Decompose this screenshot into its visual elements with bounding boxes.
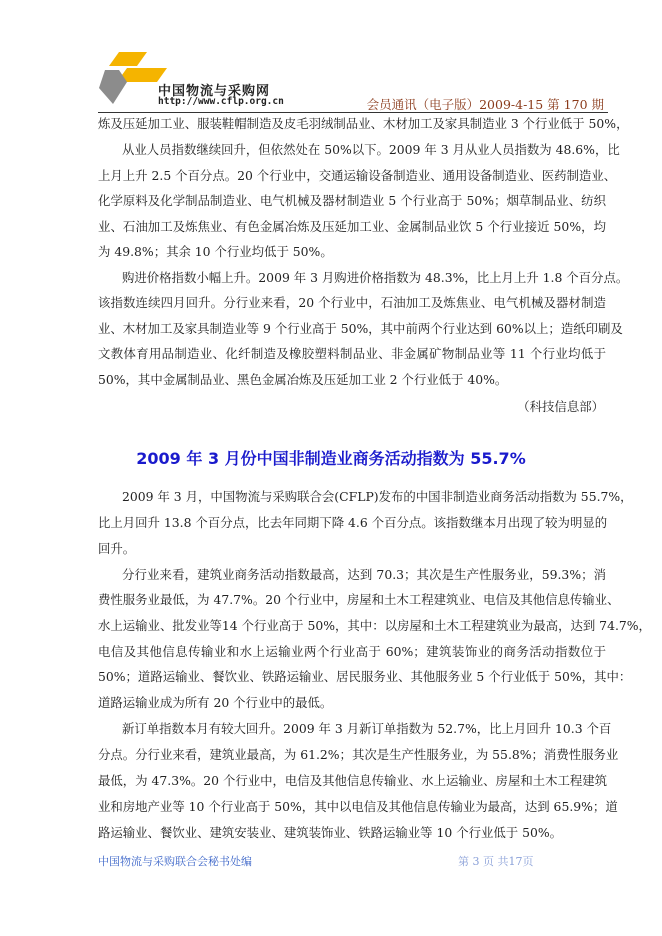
text-line: 购进价格指数小幅上升。2009 年 3 月购进价格指数为 48.3%，比上月上升 1.8 个百分点。 — [122, 270, 629, 285]
issue-info: 会员通讯（电子版）2009-4-15 第 170 期 — [366, 97, 604, 112]
text-line: 道路运输业成为所有 20 个行业中的最低。 — [98, 695, 333, 710]
text-line: 2009 年 3 月，中国物流与采购联合会(CFLP)发布的中国非制造业商务活动指数为 55.7%， — [122, 489, 633, 504]
footer-publisher: 中国物流与采购联合会秘书处编 — [98, 855, 252, 868]
text-line: 业、木材加工及家具制造业等 9 个行业高于 50%，其中前两个行业达到 60%以上；造纸印刷及 — [98, 321, 623, 336]
site-url: http://www.cflp.org.cn — [158, 96, 284, 107]
article-title: 2009 年 3 月份中国非制造业商务活动指数为 55.7% — [136, 449, 526, 468]
text-line: 费性服务业最低，为 47.7%。20 个行业中，房屋和土木工程建筑业、电信及其他信息传输业、 — [98, 592, 620, 607]
footer-page-number: 第 3 页 共17页 — [458, 855, 534, 868]
header-divider — [98, 112, 608, 113]
text-line: 业和房地产业等 10 个行业高于 50%，其中以电信及其他信息传输业为最高，达到 65.9%；道 — [98, 799, 618, 814]
text-line: 该指数连续四月回升。分行业来看，20 个行业中，石油加工及炼焦业、电气机械及器材制造 — [98, 295, 606, 310]
cflp-logo-icon — [97, 52, 167, 107]
text-line: 最低，为 47.3%。20 个行业中，电信及其他信息传输业、水上运输业、房屋和土木工程建筑 — [98, 773, 608, 788]
text-line: 回升。 — [98, 541, 136, 556]
text-line: 电信及其他信息传输业和水上运输业两个行业高于 60%；建筑装饰业的商务活动指数位于 — [98, 644, 606, 659]
text-line: 从业人员指数继续回升，但依然处在 50%以下。2009 年 3 月从业人员指数为 48.6%，比 — [122, 142, 620, 157]
text-line: 分行业来看，建筑业商务活动指数最高，达到 70.3；其次是生产性服务业，59.3%；消 — [122, 567, 606, 582]
text-line: 50%；道路运输业、餐饮业、铁路运输业、居民服务业、其他服务业 5 个行业低于 50%，其中： — [98, 669, 632, 684]
text-line: 业、石油加工及炼焦业、有色金属冶炼及压延加工业、金属制品业饮 5 个行业接近 50%，均 — [98, 219, 606, 234]
text-line: 文教体育用品制造业、化纤制造及橡胶塑料制品业、非金属矿物制品业等 11 个行业均低于 — [98, 346, 606, 361]
text-line: 化学原料及化学制品制造业、电气机械及器材制造业 5 个行业高于 50%；烟草制品业、纺织 — [98, 193, 606, 208]
text-line: 50%，其中金属制品业、黑色金属冶炼及压延加工业 2 个行业低于 40%。 — [98, 372, 508, 387]
department-signature: （科技信息部） — [517, 399, 604, 414]
text-line: 炼及压延加工业、服装鞋帽制造及皮毛羽绒制品业、木材加工及家具制造业 3 个行业低于 50%， — [98, 116, 629, 131]
site-name: 中国物流与采购网 — [158, 84, 271, 99]
text-line: 分点。分行业来看，建筑业最高，为 61.2%；其次是生产性服务业，为 55.8%；消费性服务业 — [98, 747, 619, 762]
text-line: 为 49.8%；其余 10 个行业均低于 50%。 — [98, 244, 333, 259]
text-line: 路运输业、餐饮业、建筑安装业、建筑装饰业、铁路运输业等 10 个行业低于 50%。 — [98, 825, 563, 840]
text-line: 新订单指数本月有较大回升。2009 年 3 月新订单指数为 52.7%，比上月回升 10.3 个百 — [122, 721, 612, 736]
text-line: 上月上升 2.5 个百分点。20 个行业中，交通运输设备制造业、通用设备制造业、医药制造业、 — [98, 168, 617, 183]
text-line: 水上运输业、批发业等14 个行业高于 50%，其中：以房屋和土木工程建筑业为最高，达到 74.7%， — [98, 618, 651, 633]
text-line: 比上月回升 13.8 个百分点，比去年同期下降 4.6 个百分点。该指数继本月出现了较为明显的 — [98, 515, 608, 530]
